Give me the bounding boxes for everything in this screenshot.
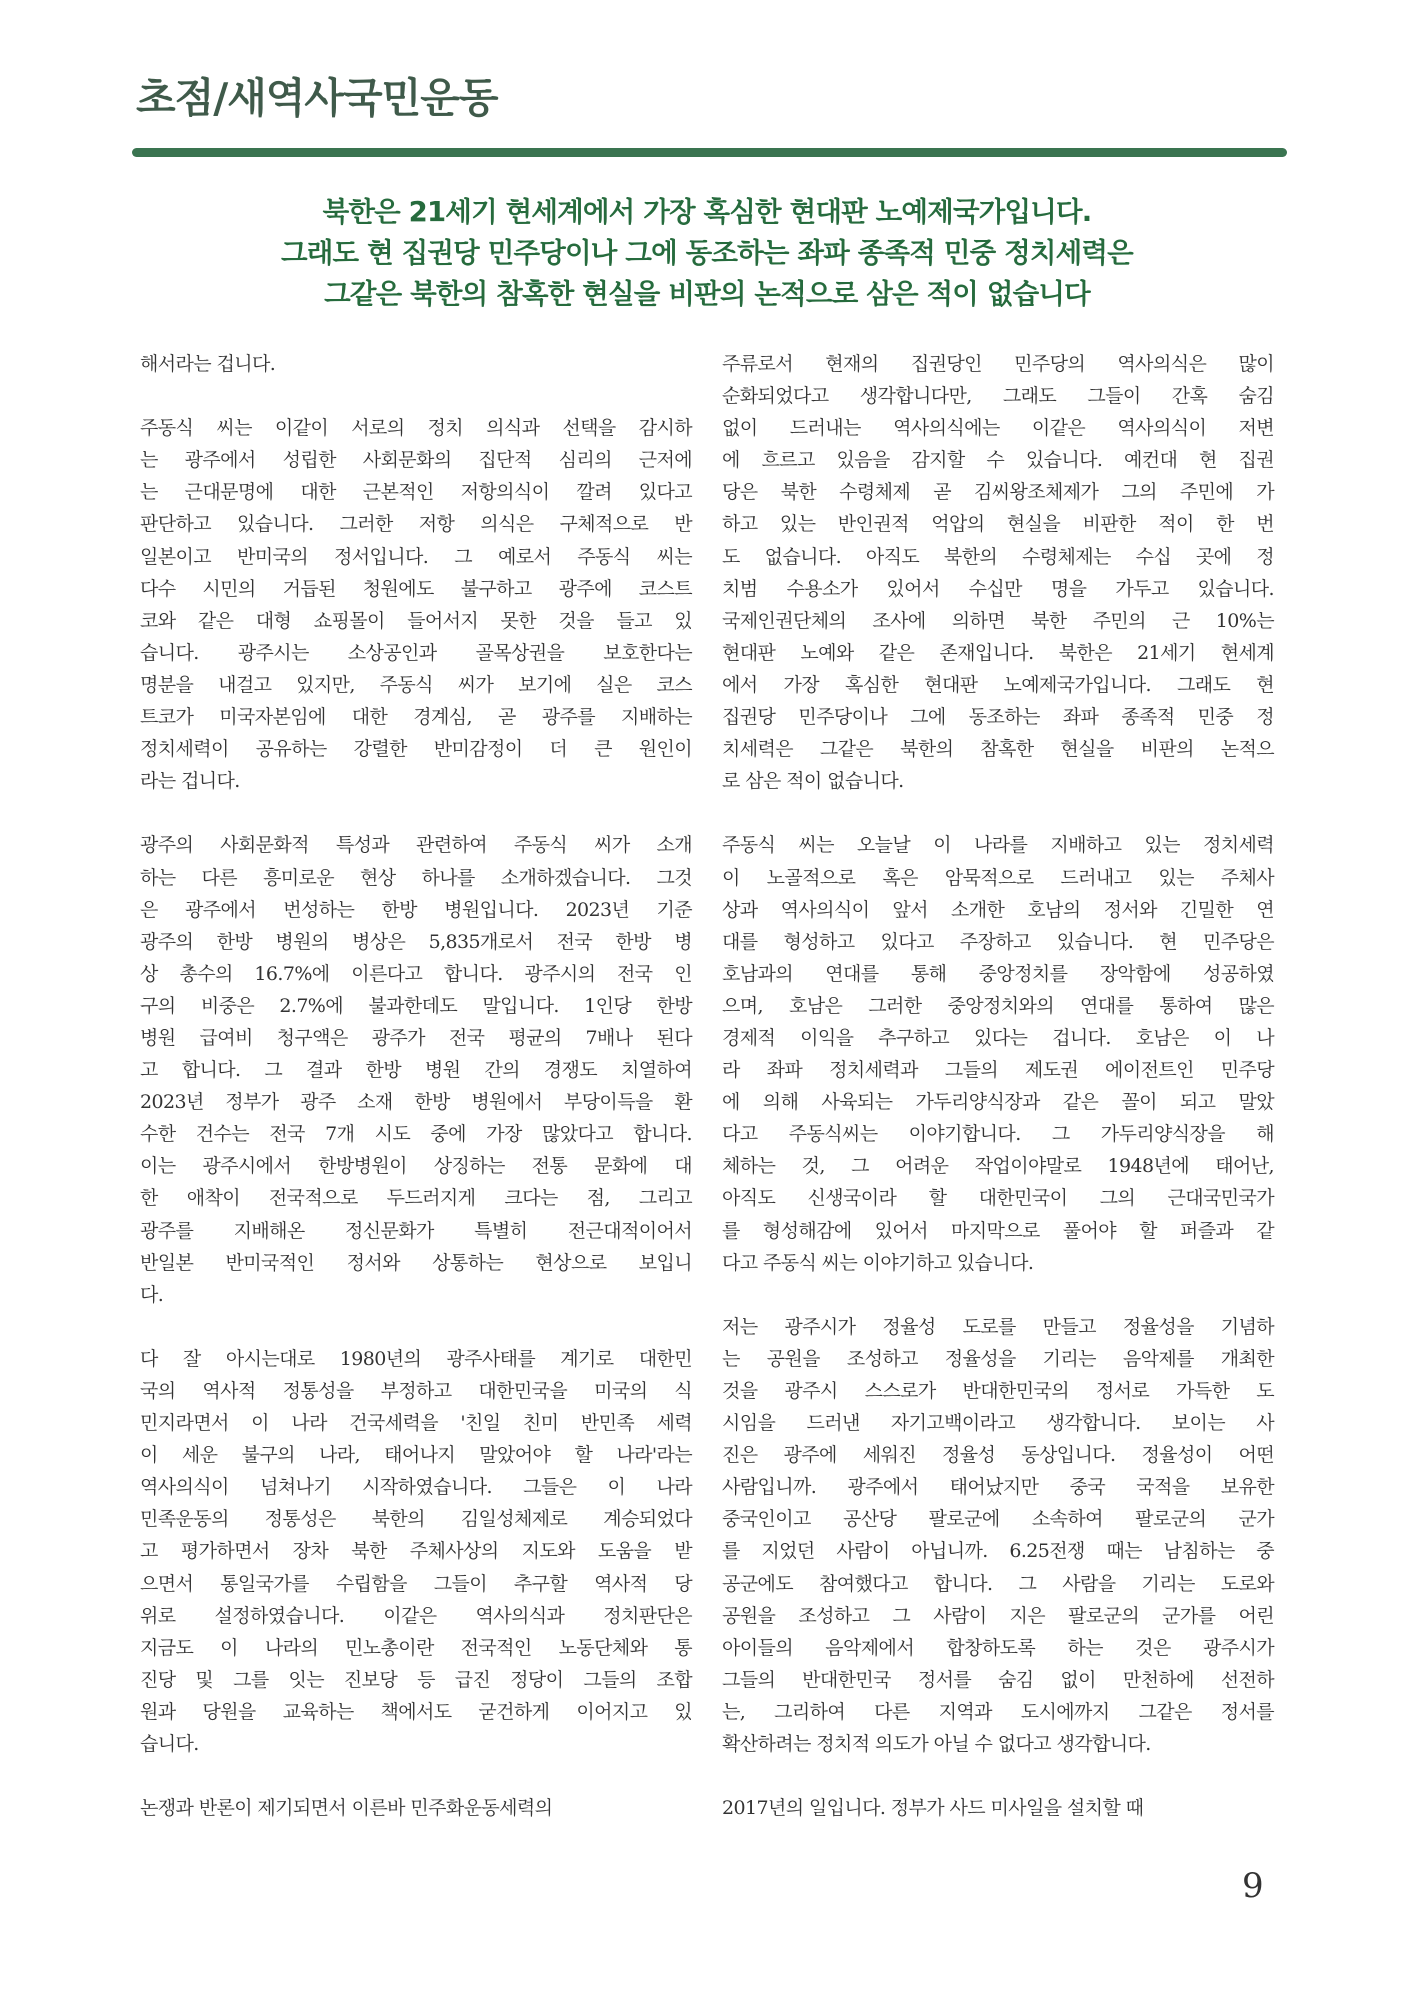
paragraph-line: 한 애착이 전국적으로 두드러지게 크다는 점, 그리고 <box>140 1187 692 1210</box>
paragraph-line: 구의 비중은 2.7%에 불과한데도 말입니다. 1인당 한방 <box>140 994 692 1017</box>
body-paragraph <box>140 348 692 380</box>
paragraph-line: 라 좌파 정치세력과 그들의 제도권 에이전트인 민주당 <box>722 1059 1274 1082</box>
paragraph-line: 반일본 반미국적인 정서와 상통하는 현상으로 보입니 <box>140 1251 692 1274</box>
paragraph-line: 고 합니다. 그 결과 한방 병원 간의 경쟁도 치열하여 <box>140 1059 692 1082</box>
paragraph-line: 상과 역사의식이 앞서 소개한 호남의 정서와 긴밀한 연 <box>722 898 1274 921</box>
paragraph-line: 역사의식이 넘쳐나기 시작하였습니다. 그들은 이 나라 <box>140 1476 692 1499</box>
paragraph-line: 다고 주동식씨는 이야기합니다. 그 가두리양식장을 해 <box>722 1123 1274 1146</box>
paragraph-line: 국제인권단체의 조사에 의하면 북한 주민의 근 10%는 <box>722 609 1274 632</box>
paragraph-line: 치세력은 그같은 북한의 참혹한 현실을 비판의 논적으 <box>722 738 1274 761</box>
headline-line: 그래도 현 집권당 민주당이나 그에 동조하는 좌파 종족적 민중 정치세력은 <box>281 237 1133 269</box>
body-paragraph <box>722 829 1274 1278</box>
paragraph-line: 도 없습니다. 아직도 북한의 수령체제는 수십 곳에 정 <box>722 545 1274 568</box>
right-column <box>722 348 1274 1856</box>
paragraph-line: 위로 설정하였습니다. 이같은 역사의식과 정치판단은 <box>140 1604 692 1627</box>
paragraph-line: 순화되었다고 생각합니다만, 그래도 그들이 간혹 숨김 <box>722 385 1274 408</box>
paragraph-line: 하는 다른 흥미로운 현상 하나를 소개하겠습니다. 그것 <box>140 866 692 889</box>
headline-line: 그같은 북한의 참혹한 현실을 비판의 논적으로 삼은 적이 없습니다 <box>324 278 1090 310</box>
body-paragraph <box>722 1311 1274 1760</box>
paragraph-line: 에 의해 사육되는 가두리양식장과 같은 꼴이 되고 말았 <box>722 1091 1274 1114</box>
paragraph-line: 주류로서 현재의 집권당인 민주당의 역사의식은 많이 <box>722 353 1274 375</box>
paragraph-line: 원과 당원을 교육하는 책에서도 굳건하게 이어지고 있 <box>140 1700 692 1723</box>
paragraph-line: 저는 광주시가 정율성 도로를 만들고 정율성을 기념하 <box>722 1315 1274 1338</box>
paragraph-line: 이는 광주시에서 한방병원이 상징하는 전통 문화에 대 <box>140 1155 692 1178</box>
paragraph-line: 라는 겁니다. <box>140 770 240 793</box>
paragraph-line: 에서 가장 혹심한 현대판 노예제국가입니다. 그래도 현 <box>722 673 1274 696</box>
paragraph-line: 해서라는 겁니다. <box>140 353 276 375</box>
paragraph-line: 2017년의 일입니다. 정부가 사드 미사일을 설치할 때 <box>722 1797 1144 1820</box>
paragraph-line: 수한 건수는 전국 7개 시도 중에 가장 많았다고 합니다. <box>140 1123 692 1146</box>
paragraph-line: 당은 북한 수령체제 곧 김씨왕조체제가 그의 주민에 가 <box>722 481 1274 504</box>
paragraph-line: 다고 주동식 씨는 이야기하고 있습니다. <box>722 1251 1034 1274</box>
paragraph-line: 다 잘 아시는대로 1980년의 광주사태를 계기로 대한민 <box>140 1347 692 1370</box>
paragraph-line: 는, 그리하여 다른 지역과 도시에까지 그같은 정서를 <box>722 1700 1274 1723</box>
paragraph-line: 에 흐르고 있음을 감지할 수 있습니다. 예컨대 현 집권 <box>722 449 1274 472</box>
paragraph-line: 주동식 씨는 이같이 서로의 정치 의식과 선택을 감시하 <box>140 417 692 440</box>
body-paragraph <box>140 829 692 1310</box>
paragraph-line: 이 노골적으로 혹은 암묵적으로 드러내고 있는 주체사 <box>722 866 1274 889</box>
paragraph-line: 공원을 조성하고 그 사람이 지은 팔로군의 군가를 어린 <box>722 1604 1274 1627</box>
paragraph-line: 없이 드러내는 역사의식에는 이같은 역사의식이 저변 <box>722 417 1274 440</box>
paragraph-line: 2023년 정부가 광주 소재 한방 병원에서 부당이득을 환 <box>140 1091 692 1114</box>
paragraph-line: 사람입니까. 광주에서 태어났지만 중국 국적을 보유한 <box>722 1476 1274 1499</box>
paragraph-line: 를 지었던 사람이 아닙니까. 6.25전쟁 때는 남침하는 중 <box>722 1540 1274 1563</box>
paragraph-line: 주동식 씨는 오늘날 이 나라를 지배하고 있는 정치세력 <box>722 834 1274 857</box>
paragraph-line: 현대판 노예와 같은 존재입니다. 북한은 21세기 현세계 <box>722 641 1274 664</box>
paragraph-line: 것을 광주시 스스로가 반대한민국의 정서로 가득한 도 <box>722 1380 1274 1402</box>
paragraph-line: 그들의 반대한민국 정서를 숨김 없이 만천하에 선전하 <box>722 1668 1274 1691</box>
paragraph-line: 트코가 미국자본임에 대한 경계심, 곧 광주를 지배하는 <box>140 706 692 729</box>
paragraph-line: 시임을 드러낸 자기고백이라고 생각합니다. 보이는 사 <box>722 1412 1274 1435</box>
paragraph-line: 고 평가하면서 장차 북한 주체사상의 지도와 도움을 받 <box>140 1540 692 1563</box>
body-paragraph <box>140 1343 692 1760</box>
paragraph-line: 습니다. <box>140 1733 199 1756</box>
paragraph-line: 지금도 이 나라의 민노총이란 전국적인 노동단체와 통 <box>140 1636 692 1659</box>
paragraph-line: 논쟁과 반론이 제기되면서 이른바 민주화운동세력의 <box>140 1797 553 1820</box>
headline <box>140 192 1274 315</box>
paragraph-line: 는 광주에서 성립한 사회문화의 집단적 심리의 근저에 <box>140 449 692 472</box>
section-title: 초점/새역사국민운동 <box>136 74 498 122</box>
paragraph-line: 확산하려는 정치적 의도가 아닐 수 없다고 생각합니다. <box>722 1733 1151 1756</box>
paragraph-line: 일본이고 반미국의 정서입니다. 그 예로서 주동식 씨는 <box>140 545 692 568</box>
paragraph-line: 은 광주에서 번성하는 한방 병원입니다. 2023년 기준 <box>140 898 692 921</box>
paragraph-line: 진당 및 그를 잇는 진보당 등 급진 정당이 그들의 조합 <box>140 1668 692 1691</box>
body-paragraph <box>722 1792 1274 1824</box>
paragraph-line: 광주의 사회문화적 특성과 관련하여 주동식 씨가 소개 <box>140 834 692 857</box>
header-divider <box>132 148 1287 157</box>
paragraph-line: 민족운동의 정통성은 북한의 김일성체제로 계승되었다 <box>140 1508 692 1531</box>
paragraph-line: 는 근대문명에 대한 근본적인 저항의식이 깔려 있다고 <box>140 481 692 504</box>
paragraph-line: 으며, 호남은 그러한 중앙정치와의 연대를 통하여 많은 <box>722 994 1274 1017</box>
paragraph-line: 체하는 것, 그 어려운 작업이야말로 1948년에 태어난, <box>722 1155 1274 1178</box>
paragraph-line: 국의 역사적 정통성을 부정하고 대한민국을 미국의 식 <box>140 1380 692 1402</box>
body-paragraph <box>140 412 692 797</box>
paragraph-line: 명분을 내걸고 있지만, 주동식 씨가 보기에 실은 코스 <box>140 673 692 696</box>
paragraph-line: 를 형성해감에 있어서 마지막으로 풀어야 할 퍼즐과 같 <box>722 1219 1274 1242</box>
paragraph-line: 대를 형성하고 있다고 주장하고 있습니다. 현 민주당은 <box>722 930 1274 953</box>
paragraph-line: 로 삼은 적이 없습니다. <box>722 770 904 793</box>
left-column <box>140 348 692 1856</box>
paragraph-line: 집권당 민주당이나 그에 동조하는 좌파 종족적 민중 정 <box>722 706 1274 729</box>
paragraph-line: 민지라면서 이 나라 건국세력을 '친일 친미 반민족 세력 <box>140 1412 692 1435</box>
paragraph-line: 광주를 지배해온 정신문화가 특별히 전근대적이어서 <box>140 1219 692 1242</box>
paragraph-line: 다. <box>140 1283 164 1306</box>
paragraph-line: 다수 시민의 거듭된 청원에도 불구하고 광주에 코스트 <box>140 577 692 600</box>
paragraph-line: 아이들의 음악제에서 합창하도록 하는 것은 광주시가 <box>722 1636 1274 1659</box>
paragraph-line: 진은 광주에 세워진 정율성 동상입니다. 정율성이 어떤 <box>722 1444 1274 1467</box>
paragraph-line: 습니다. 광주시는 소상공인과 골목상권을 보호한다는 <box>140 641 692 664</box>
body-paragraph <box>140 1792 692 1824</box>
paragraph-line: 코와 같은 대형 쇼핑몰이 들어서지 못한 것을 들고 있 <box>140 609 692 632</box>
paragraph-line: 경제적 이익을 추구하고 있다는 겁니다. 호남은 이 나 <box>722 1026 1274 1049</box>
paragraph-line: 광주의 한방 병원의 병상은 5,835개로서 전국 한방 병 <box>140 930 692 953</box>
paragraph-line: 상 총수의 16.7%에 이른다고 합니다. 광주시의 전국 인 <box>140 962 692 985</box>
paragraph-line: 병원 급여비 청구액은 광주가 전국 평균의 7배나 된다 <box>140 1026 692 1049</box>
paragraph-line: 호남과의 연대를 통해 중앙정치를 장악함에 성공하였 <box>722 962 1274 985</box>
paragraph-line: 공군에도 참여했다고 합니다. 그 사람을 기리는 도로와 <box>722 1572 1274 1595</box>
paragraph-line: 정치세력이 공유하는 강렬한 반미감정이 더 큰 원인이 <box>140 738 692 761</box>
paragraph-line: 으면서 통일국가를 수립함을 그들이 추구할 역사적 당 <box>140 1572 692 1595</box>
paragraph-line: 는 공원을 조성하고 정율성을 기리는 음악제를 개최한 <box>722 1347 1274 1370</box>
paragraph-line: 중국인이고 공산당 팔로군에 소속하여 팔로군의 군가 <box>722 1508 1274 1531</box>
paragraph-line: 아직도 신생국이라 할 대한민국이 그의 근대국민국가 <box>722 1187 1274 1210</box>
paragraph-line: 치범 수용소가 있어서 수십만 명을 가두고 있습니다. <box>722 577 1274 600</box>
body-paragraph <box>722 348 1274 797</box>
paragraph-line: 판단하고 있습니다. 그러한 저항 의식은 구체적으로 반 <box>140 513 692 536</box>
page-number: 9 <box>1242 1866 1264 1906</box>
paragraph-line: 하고 있는 반인권적 억압의 현실을 비판한 적이 한 번 <box>722 513 1274 536</box>
paragraph-line: 이 세운 불구의 나라, 태어나지 말았어야 할 나라'라는 <box>140 1444 692 1467</box>
headline-line: 북한은 21세기 현세계에서 가장 혹심한 현대판 노예제국가입니다. <box>322 196 1092 228</box>
